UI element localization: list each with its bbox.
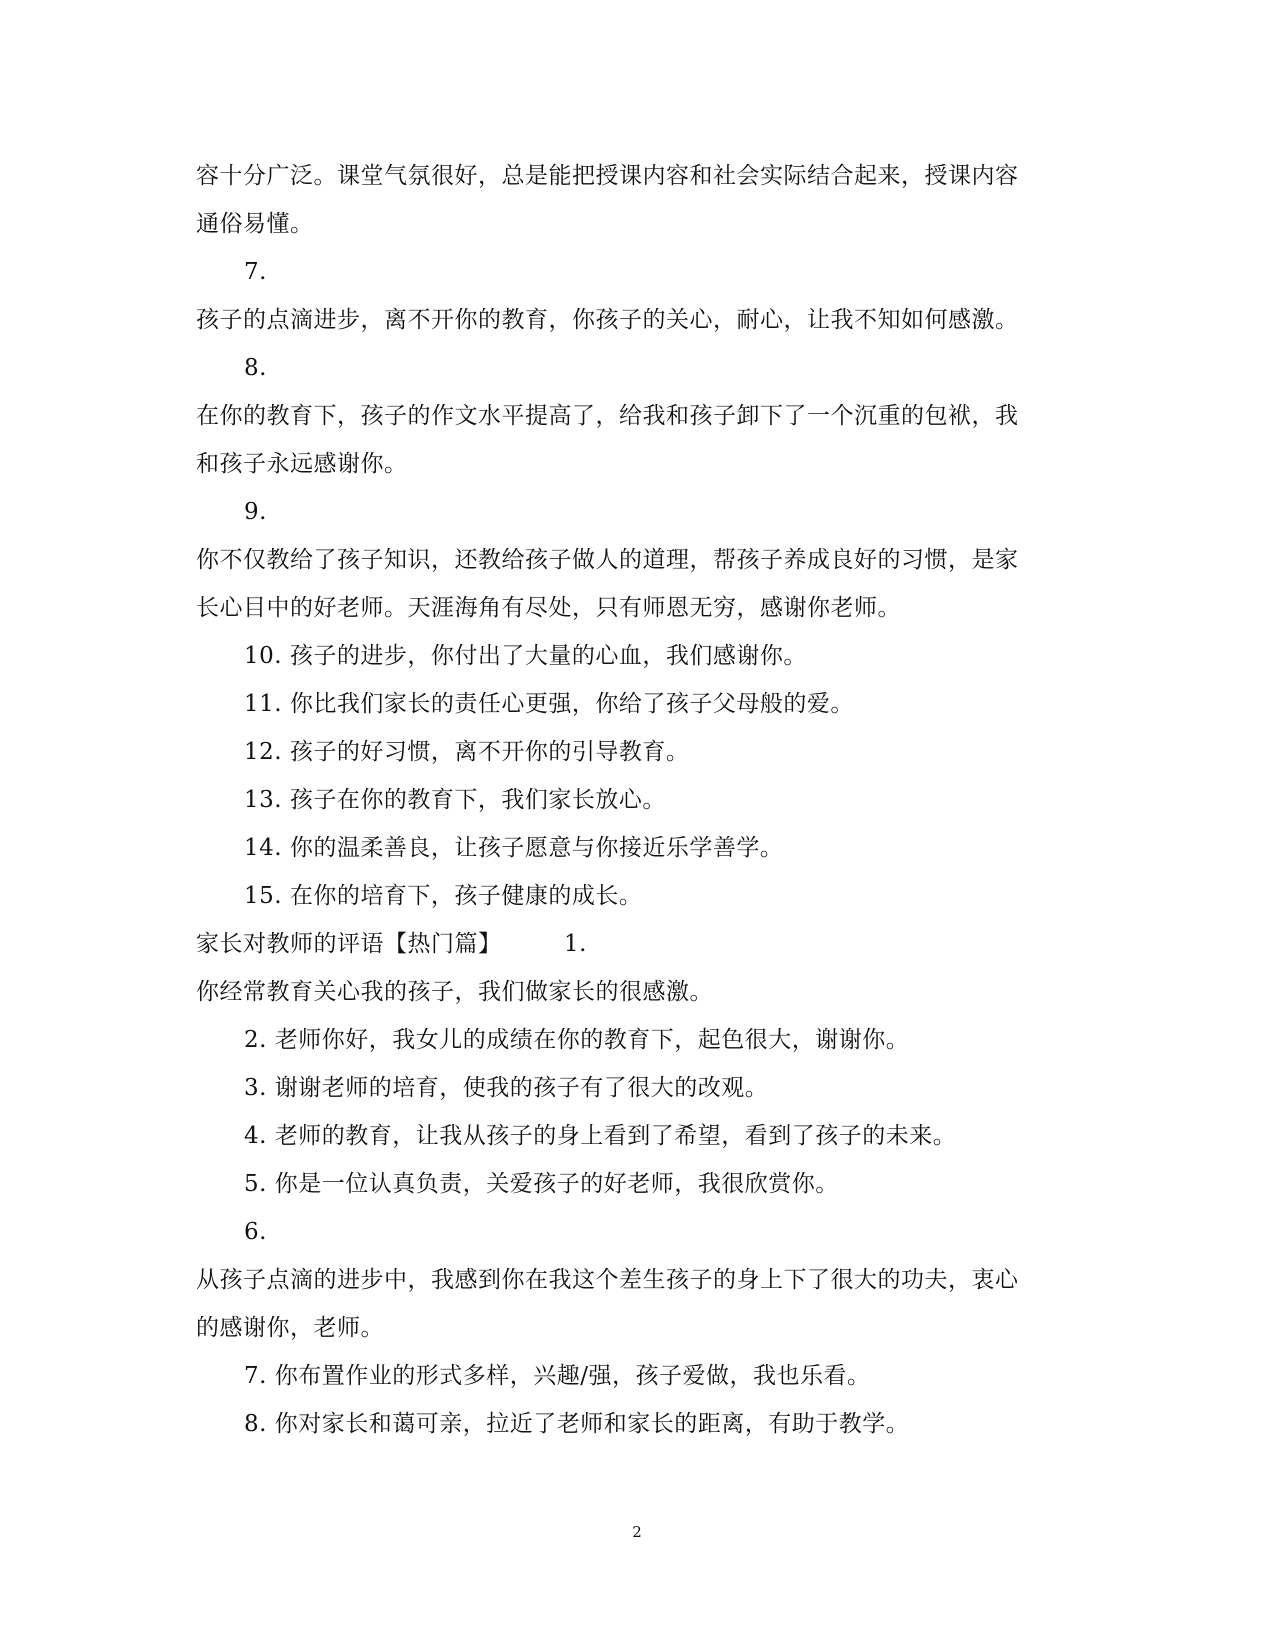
list-item: 3. 谢谢老师的培育，使我的孩子有了很大的改观。 [244, 1075, 769, 1101]
list-item: 8. 你对家长和蔼可亲，拉近了老师和家长的距离，有助于教学。 [244, 1411, 910, 1437]
page-number: 2 [632, 1523, 642, 1541]
list-item: 5. 你是一位认真负责，关爱孩子的好老师，我很欣赏你。 [244, 1171, 839, 1197]
text-line: 通俗易懂。 [196, 211, 314, 237]
text-line: 孩子的点滴进步，离不开你的教育，你孩子的关心，耐心，让我不知如何感激。 [196, 307, 1019, 333]
list-item: 4. 老师的教育，让我从孩子的身上看到了希望，看到了孩子的未来。 [244, 1123, 957, 1149]
list-item: 13. 孩子在你的教育下，我们家长放心。 [244, 787, 666, 813]
list-item: 10. 孩子的进步，你付出了大量的心血，我们感谢你。 [244, 643, 807, 669]
list-item: 2. 老师你好，我女儿的成绩在你的教育下，起色很大，谢谢你。 [244, 1027, 910, 1053]
list-item: 11. 你比我们家长的责任心更强，你给了孩子父母般的爱。 [244, 691, 854, 717]
text-line: 你经常教育关心我的孩子，我们做家长的很感激。 [196, 979, 713, 1005]
section-heading: 家长对教师的评语【热门篇】 1. [196, 931, 587, 957]
list-number: 7. [244, 259, 267, 285]
list-item: 14. 你的温柔善良，让孩子愿意与你接近乐学善学。 [244, 835, 784, 861]
text-line: 在你的教育下，孩子的作文水平提高了，给我和孩子卸下了一个沉重的包袱，我 [196, 403, 1019, 429]
list-item: 12. 孩子的好习惯，离不开你的引导教育。 [244, 739, 690, 765]
text-line: 你不仅教给了孩子知识，还教给孩子做人的道理，帮孩子养成良好的习惯，是家 [196, 547, 1019, 573]
document-body [196, 152, 1086, 1448]
text-line: 容十分广泛。课堂气氛很好，总是能把授课内容和社会实际结合起来，授课内容 [196, 163, 1019, 189]
text-line: 和孩子永远感谢你。 [196, 451, 408, 477]
text-line: 的感谢你，老师。 [196, 1315, 384, 1341]
list-item: 7. 你布置作业的形式多样，兴趣/强，孩子爱做，我也乐看。 [244, 1363, 871, 1389]
list-item: 15. 在你的培育下，孩子健康的成长。 [244, 883, 643, 909]
text-line: 从孩子点滴的进步中，我感到你在我这个差生孩子的身上下了很大的功夫，衷心 [196, 1267, 1019, 1293]
text-line: 长心目中的好老师。天涯海角有尽处，只有师恩无穷，感谢你老师。 [196, 595, 901, 621]
list-number: 8. [244, 355, 267, 381]
list-number: 9. [244, 499, 267, 525]
list-number: 6. [244, 1219, 267, 1245]
